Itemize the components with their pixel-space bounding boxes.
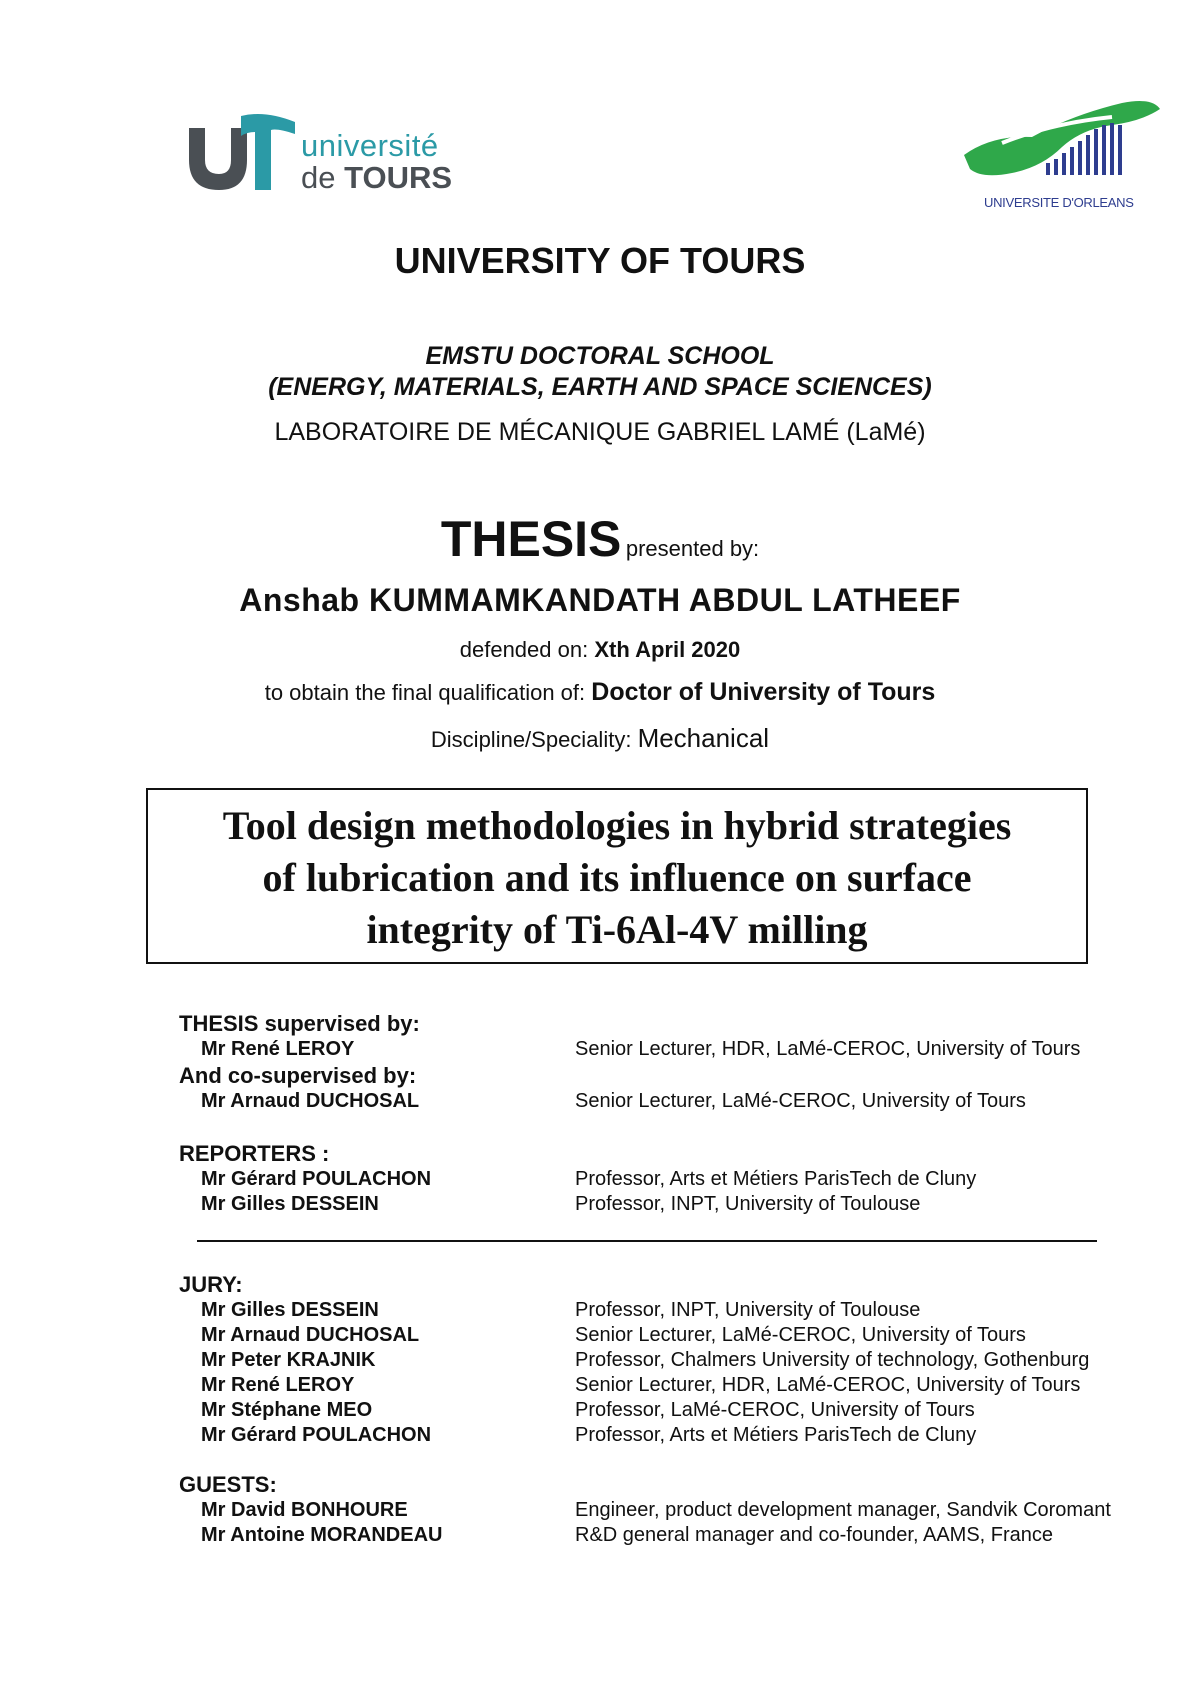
doctoral-school-line2: (ENERGY, MATERIALS, EARTH AND SPACE SCIENCES) [268,373,932,401]
universite-de-tours-logo [185,108,485,198]
jury-row [0,1349,1200,1374]
member-name: Mr David BONHOURE [201,1499,408,1521]
member-role: Professor, Arts et Métiers ParisTech de Cluny [575,1168,977,1190]
thesis-title-line: of lubrication and its influence on surface [262,855,972,900]
jury-row [0,1424,1200,1449]
member-name: Mr Stéphane MEO [201,1399,373,1421]
cosupervised-heading: And co-supervised by: [179,1063,417,1088]
orleans-logo-mark-icon [962,95,1162,195]
supervised-heading: THESIS supervised by: [179,1011,420,1036]
discipline-line [0,723,1200,754]
member-name: Mr Gérard POULACHON [201,1168,432,1190]
qualification-line [0,678,1200,707]
cosupervisor-row [0,1090,1200,1115]
member-name: Mr René LEROY [201,1374,355,1396]
member-name: Mr Arnaud DUCHOSAL [201,1090,420,1112]
member-role: Senior Lecturer, HDR, LaMé-CEROC, University of Tours [575,1374,1081,1396]
member-role: Professor, INPT, University of Toulouse [575,1193,921,1215]
member-role: Senior Lecturer, LaMé-CEROC, University of Tours [575,1090,1026,1112]
orleans-logo-caption: UNIVERSITE D'ORLEANS [984,195,1134,210]
tours-logo-mark-icon [185,108,301,198]
author-name: Anshab KUMMAMKANDATH ABDUL LATHEEF [239,582,961,618]
member-name: Mr Peter KRAJNIK [201,1349,376,1371]
guests-heading: GUESTS: [179,1472,277,1497]
jury-row [0,1299,1200,1324]
member-name: Mr Arnaud DUCHOSAL [201,1324,420,1346]
thesis-title-line: Tool design methodologies in hybrid strategies [222,803,1012,848]
member-role: Senior Lecturer, LaMé-CEROC, University of Tours [575,1324,1026,1346]
reporter-row [0,1168,1200,1193]
defended-label: defended on: [459,637,589,662]
doctoral-school-line1: EMSTU DOCTORAL SCHOOL [425,342,775,370]
tours-logo-line1: université [301,128,439,163]
member-name: Mr Gérard POULACHON [201,1424,432,1446]
member-role: Professor, INPT, University of Toulouse [575,1299,921,1321]
section-divider [197,1240,1097,1242]
member-role: Senior Lecturer, HDR, LaMé-CEROC, University of Tours [575,1038,1081,1060]
guest-row [0,1499,1200,1524]
member-role: Professor, Chalmers University of technology, Gothenburg [575,1349,1090,1371]
member-name: Mr René LEROY [201,1038,355,1060]
defended-date: Xth April 2020 [594,637,741,662]
member-name: Mr Gilles DESSEIN [201,1193,379,1215]
tours-logo-line2: de TOURS [301,160,453,195]
jury-row [0,1374,1200,1399]
member-name: Mr Antoine MORANDEAU [201,1524,443,1546]
thesis-heading [0,510,1200,568]
guest-row [0,1524,1200,1549]
universite-orleans-logo [962,95,1162,215]
reporter-row [0,1193,1200,1218]
thesis-word: THESIS [440,511,622,567]
thesis-title-box [146,788,1088,964]
laboratory-name: LABORATOIRE DE MÉCANIQUE GABRIEL LAMÉ (LaMé) [274,418,926,446]
discipline-label: Discipline/Speciality: [430,727,632,752]
presented-by-label: presented by: [625,536,760,561]
member-role: Professor, LaMé-CEROC, University of Tours [575,1399,975,1421]
discipline-value: Mechanical [637,723,770,753]
defense-date-line [0,637,1200,663]
thesis-title-line: integrity of Ti-6Al-4V milling [366,907,868,952]
member-role: R&D general manager and co-founder, AAMS, France [575,1524,1054,1546]
university-heading: UNIVERSITY OF TOURS [394,240,806,281]
jury-row [0,1324,1200,1349]
reporters-heading: REPORTERS : [179,1141,330,1166]
member-role: Professor, Arts et Métiers ParisTech de Cluny [575,1424,977,1446]
supervisor-row [0,1038,1200,1063]
obtain-label: to obtain the final qualification of: [264,680,586,705]
jury-row [0,1399,1200,1424]
member-role: Engineer, product development manager, Sandvik Coromant [575,1499,1111,1521]
member-name: Mr Gilles DESSEIN [201,1299,379,1321]
degree-name: Doctor of University of Tours [591,678,936,706]
jury-heading: JURY: [179,1272,243,1297]
